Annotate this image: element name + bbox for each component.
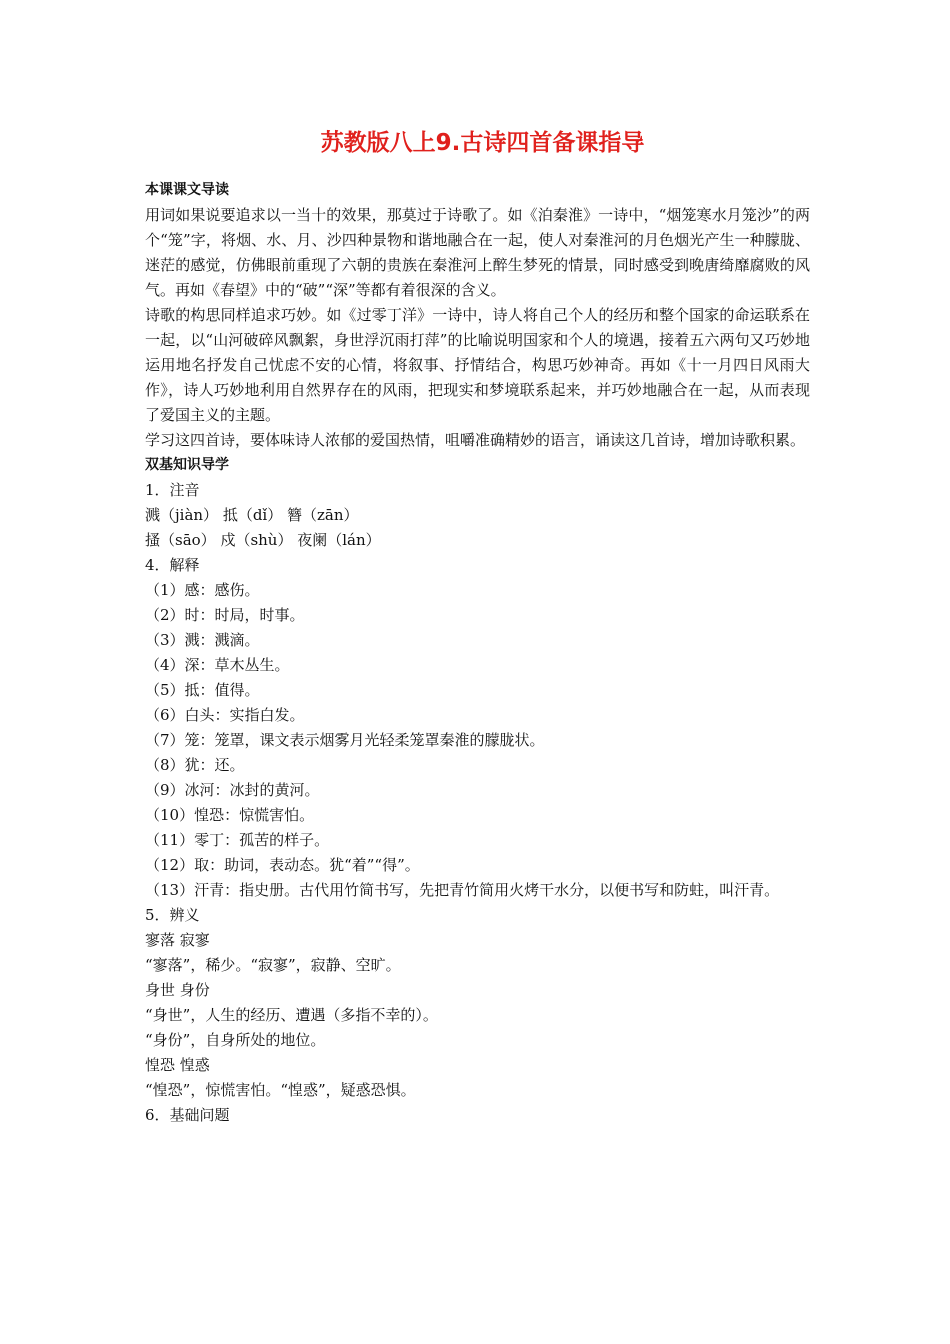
explain-item-9: （9）冰河：冰封的黄河。 xyxy=(145,781,320,799)
explain-item-11: （11）零丁：孤苦的样子。 xyxy=(145,831,330,849)
explain-title: 4．解释 xyxy=(145,556,200,574)
document-title: 苏教版八上9.古诗四首备课指导 xyxy=(320,130,645,156)
explain-item-2: （2）时：时局，时事。 xyxy=(145,606,305,624)
distinguish-line-6: 惶恐 惶惑 xyxy=(145,1056,210,1074)
explain-item-12: （12）取：助词，表动态。犹“着”“得”。 xyxy=(145,856,420,874)
distinguish-line-4: “身世”，人生的经历、遭遇（多指不幸的）。 xyxy=(145,1006,438,1024)
distinguish-line-1: 寥落 寂寥 xyxy=(145,931,210,949)
pinyin-line-2: 搔（sāo） 戍（shù） 夜阑（lán） xyxy=(145,531,381,549)
intro-paragraph-3: 学习这四首诗，要体味诗人浓郁的爱国热情，咀嚼准确精妙的语言，诵读这几首诗，增加诗歌积累。 xyxy=(145,431,806,449)
explain-item-10: （10）惶恐：惊慌害怕。 xyxy=(145,806,315,824)
explain-item-1: （1）感：感伤。 xyxy=(145,581,260,599)
explain-item-3: （3）溅：溅滴。 xyxy=(145,631,260,649)
distinguish-line-5: “身份”，自身所处的地位。 xyxy=(145,1031,326,1049)
explain-item-5: （5）抵：值得。 xyxy=(145,681,260,699)
distinguish-title: 5．辨义 xyxy=(145,906,200,924)
document-page xyxy=(145,128,810,1128)
explain-item-13: （13）汗青：指史册。古代用竹简书写，先把青竹简用火烤干水分，以便书写和防蛀，叫汗青。 xyxy=(145,881,780,899)
basic-questions-title: 6．基础问题 xyxy=(145,1106,230,1124)
basics-heading: 双基知识导学 xyxy=(145,457,229,473)
intro-heading: 本课课文导读 xyxy=(145,182,229,198)
distinguish-line-7: “惶恐”，惊慌害怕。“惶惑”，疑惑恐惧。 xyxy=(145,1081,416,1099)
intro-paragraph-2: 诗歌的构思同样追求巧妙。如《过零丁洋》一诗中，诗人将自己个人的经历和整个国家的命运联系在一起，以“山河破碎风飘絮，身世浮沉雨打萍”的比喻说明国家和个人的境遇，接着五六两句又巧妙地运用地名抒发自己忧虑不安的心情，将叙事、抒情结合，构思巧妙神奇。再如《十一月四日风雨大作》，诗人巧妙地利用自然界存在的风雨，把现实和梦境联系起来，并巧妙地融合在一起，从而表现了爱国主义的主题。 xyxy=(145,306,810,424)
pinyin-line-1: 溅（jiàn） 抵（dǐ） 簪（zān） xyxy=(145,506,359,524)
explain-item-4: （4）深：草木丛生。 xyxy=(145,656,290,674)
explain-item-7: （7）笼：笼罩，课文表示烟雾月光轻柔笼罩秦淮的朦胧状。 xyxy=(145,731,545,749)
distinguish-line-3: 身世 身份 xyxy=(145,981,210,999)
explain-item-6: （6）白头：实指白发。 xyxy=(145,706,305,724)
intro-paragraph-1: 用词如果说要追求以一当十的效果，那莫过于诗歌了。如《泊秦淮》一诗中，“烟笼寒水月笼沙”的两个“笼”字，将烟、水、月、沙四种景物和谐地融合在一起，使人对秦淮河的月色烟光产生一种朦胧、迷茫的感觉，仿佛眼前重现了六朝的贵族在秦淮河上醉生梦死的情景，同时感受到晚唐绮靡腐败的风气。再如《春望》中的“破”“深”等都有着很深的含义。 xyxy=(145,206,810,299)
explain-item-8: （8）犹：还。 xyxy=(145,756,245,774)
pinyin-title: 1．注音 xyxy=(145,481,200,499)
distinguish-line-2: “寥落”，稀少。“寂寥”，寂静、空旷。 xyxy=(145,956,401,974)
